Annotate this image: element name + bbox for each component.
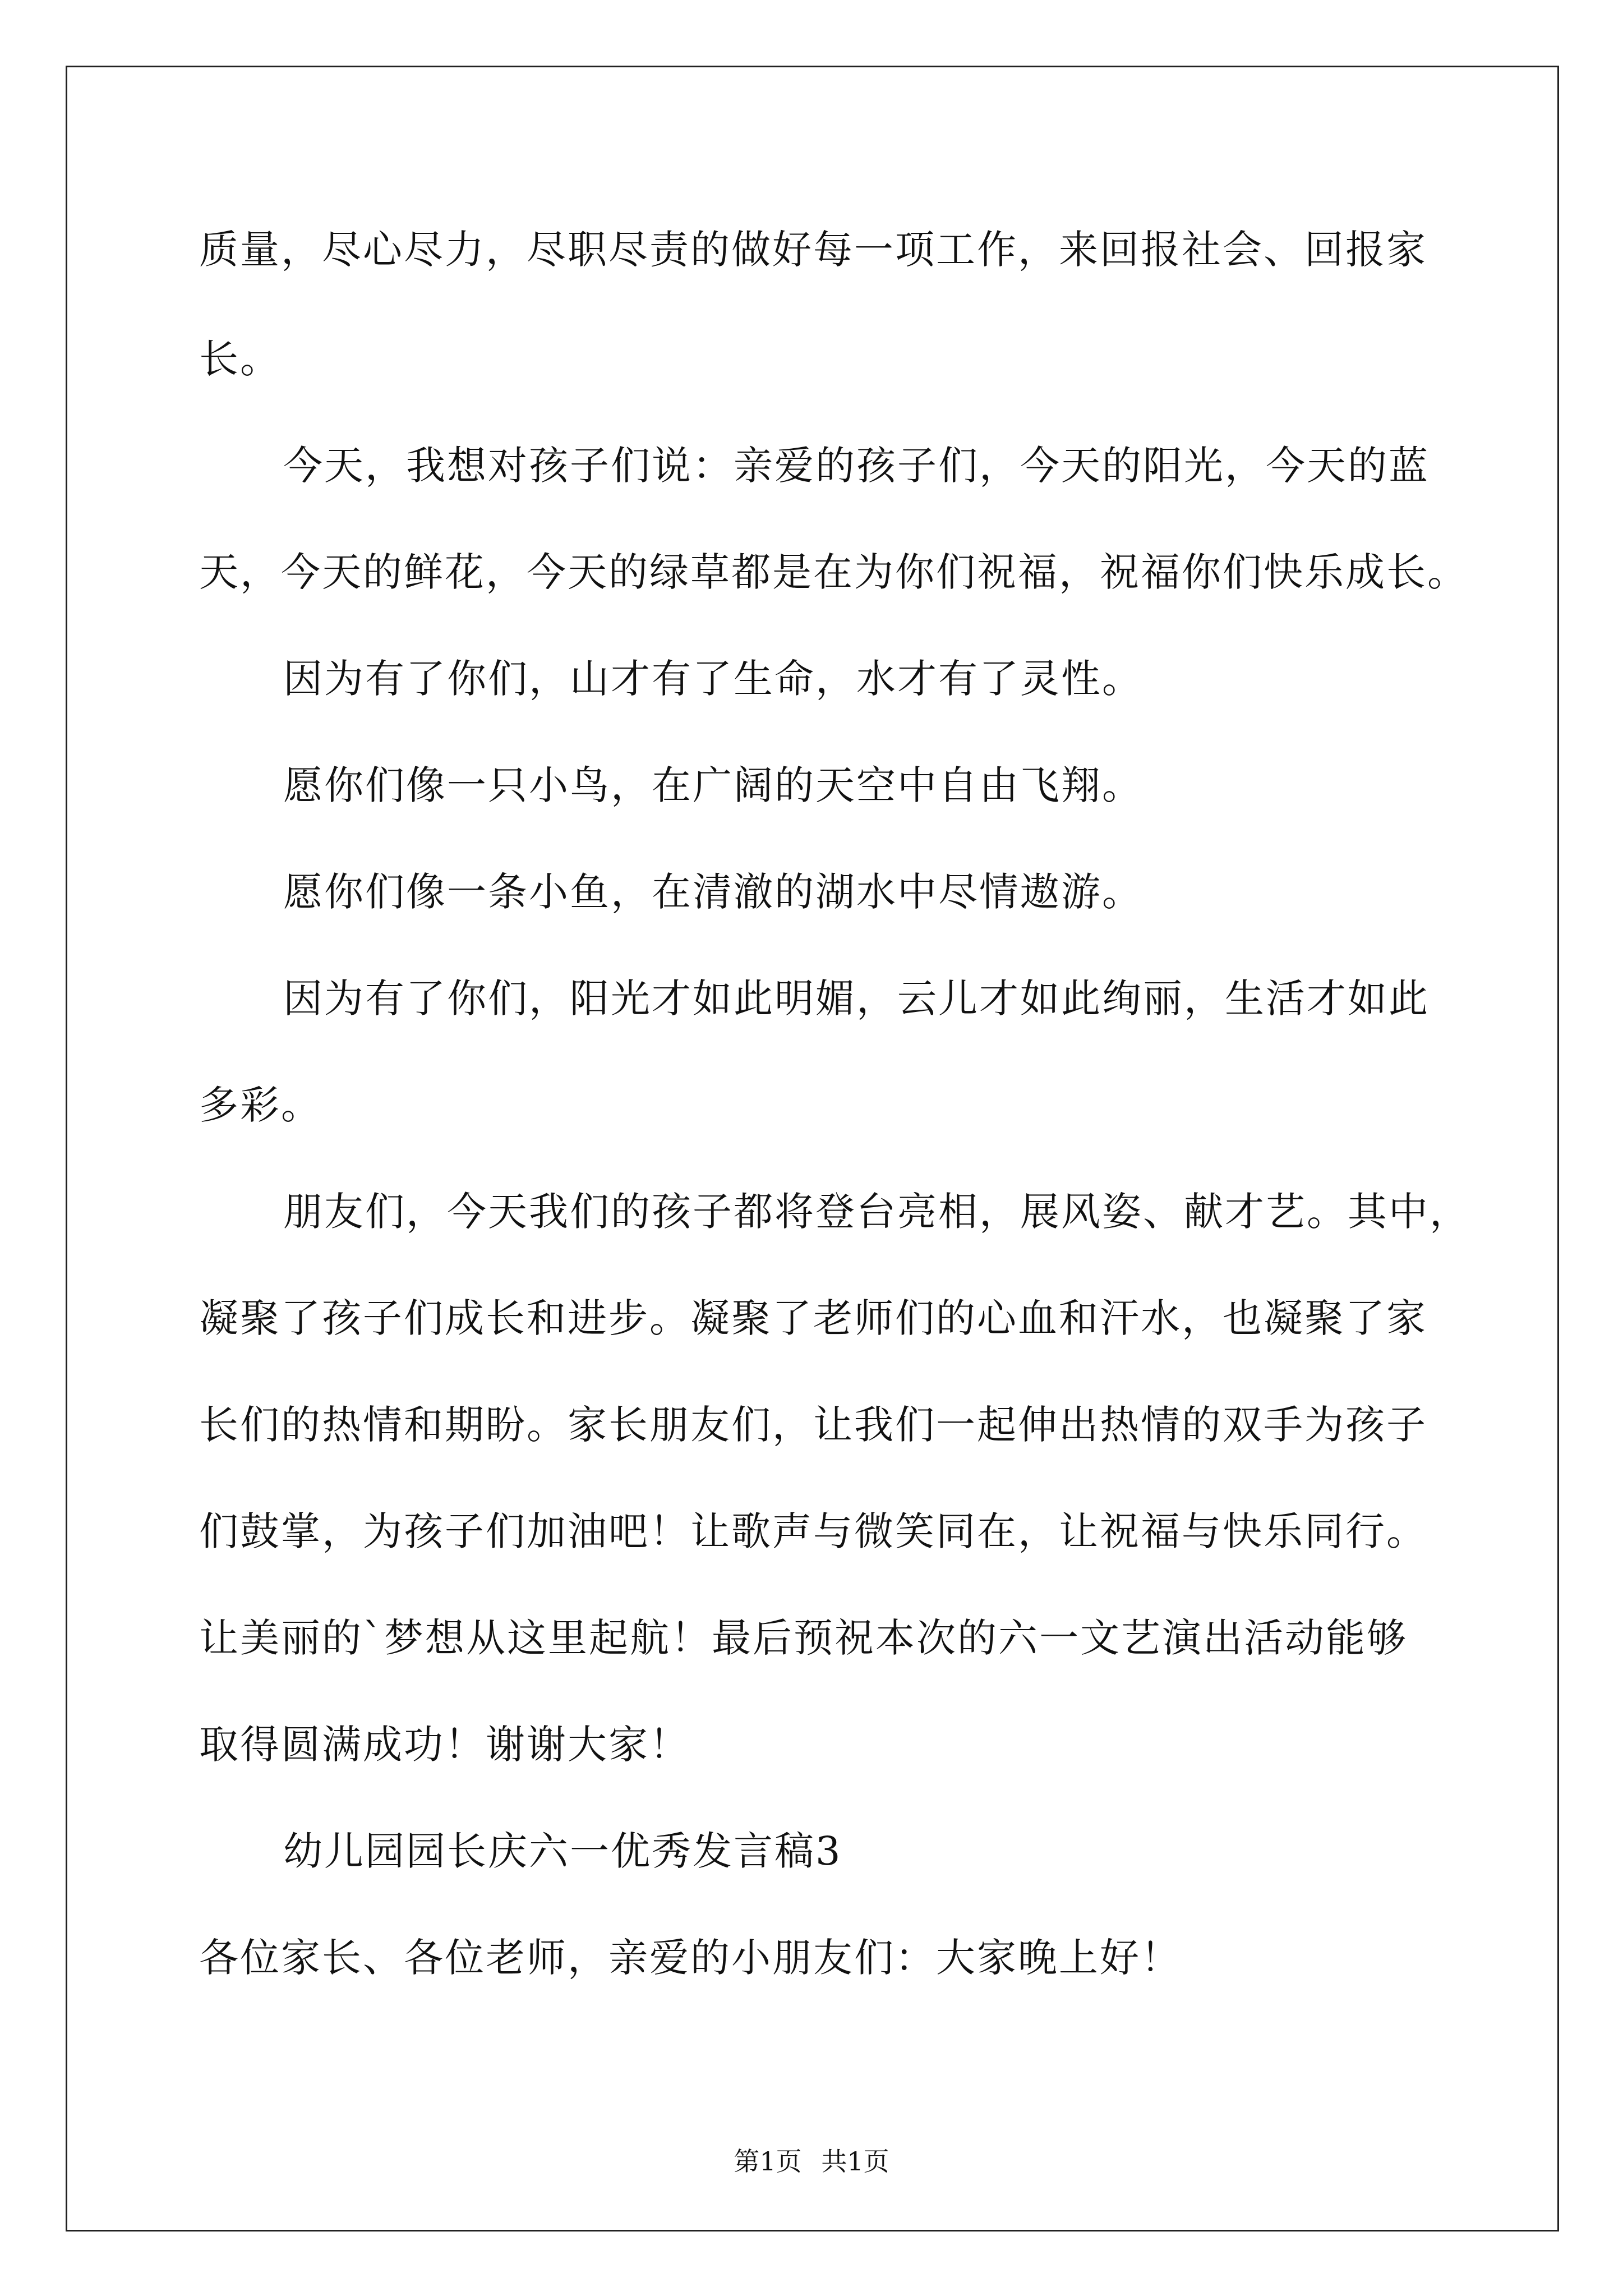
body-text-line: 取得圆满成功！谢谢大家！ xyxy=(199,1722,690,1768)
page-footer xyxy=(0,2145,1623,2178)
body-text-line: 朋友们，今天我们的孩子都将登台亮相，展风姿、献才艺。其中， xyxy=(283,1189,1470,1235)
body-text-line: 长们的热情和期盼。家长朋友们，让我们一起伸出热情的双手为孩子 xyxy=(199,1402,1427,1448)
body-text-line: 因为有了你们，山才有了生命，水才有了灵性。 xyxy=(283,656,1143,702)
body-text-line: 因为有了你们，阳光才如此明媚，云儿才如此绚丽，生活才如此 xyxy=(283,976,1430,1022)
body-text-line: 多彩。 xyxy=(199,1082,322,1128)
body-text-line: 们鼓掌，为孩子们加油吧！让歌声与微笑同在，让祝福与快乐同行。 xyxy=(199,1508,1427,1554)
body-text-line: 各位家长、各位老师，亲爱的小朋友们：大家晚上好！ xyxy=(199,1935,1182,1981)
body-text-line: 今天，我想对孩子们说：亲爱的孩子们，今天的阳光，今天的蓝 xyxy=(283,443,1430,489)
page-total: 共1页 xyxy=(821,2146,889,2177)
section-heading: 幼儿园园长庆六一优秀发言稿3 xyxy=(283,1828,842,1874)
body-text-line: 质量，尽心尽力，尽职尽责的做好每一项工作，来回报社会、回报家 xyxy=(199,227,1427,273)
body-text-line: 让美丽的`梦想从这里起航！最后预祝本次的六一文艺演出活动能够 xyxy=(199,1615,1408,1661)
page-number: 第1页 xyxy=(734,2146,802,2177)
body-text-line: 凝聚了孩子们成长和进步。凝聚了老师们的心血和汗水，也凝聚了家 xyxy=(199,1295,1427,1341)
body-text-line: 长。 xyxy=(199,336,281,382)
body-text-line: 愿你们像一条小鱼，在清澈的湖水中尽情遨游。 xyxy=(283,869,1143,915)
body-text-line: 天，今天的鲜花，今天的绿草都是在为你们祝福，祝福你们快乐成长。 xyxy=(199,549,1468,595)
body-text-line: 愿你们像一只小鸟，在广阔的天空中自由飞翔。 xyxy=(283,762,1143,808)
page-frame xyxy=(66,66,1559,2231)
